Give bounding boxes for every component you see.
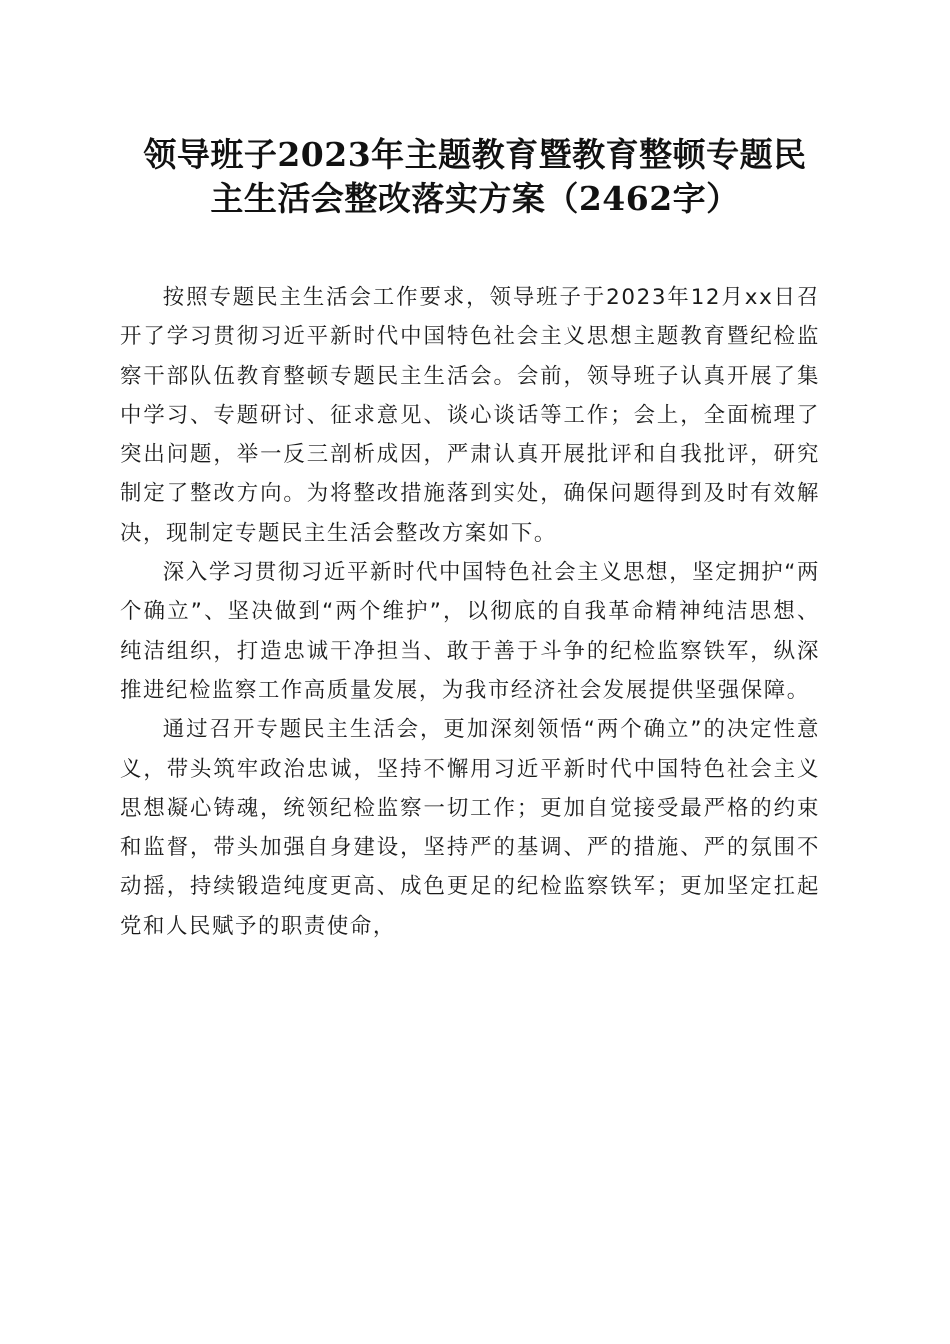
document-title [100, 133, 850, 221]
document-body [120, 278, 820, 946]
paragraph-intro: 按照专题民主生活会工作要求，领导班子于2023年12月xx日召开了学习贯彻习近平新时代中国特色社会主义思想主题教育暨纪检监察干部队伍教育整顿专题民主生活会。会前，领导班子认真开展了集中学习、专题研讨、征求意见、谈心谈话等工作；会上，全面梳理了突出问题，举一反三剖析成因，严肃认真开展批评和自我批评，研究制定了整改方向。为将整改措施落到实处，确保问题得到及时有效解决，现制定专题民主生活会整改方案如下。 [120, 285, 820, 546]
title-line-2: 主生活会整改落实方案（2462字） [210, 179, 740, 218]
paragraph-goals: 通过召开专题民主生活会，更加深刻领悟“两个确立”的决定性意义，带头筑牢政治忠诚，坚持不懈用习近平新时代中国特色社会主义思想凝心铸魂，统领纪检监察一切工作；更加自觉接受最严格的约束和监督，带头加强自身建设，坚持严的基调、严的措施、严的氛围不动摇，持续锻造纯度更高、成色更足的纪检监察铁军；更加坚定扛起党和人民赋予的职责使命， [120, 717, 820, 939]
title-line-1: 领导班子2023年主题教育暨教育整顿专题民 [143, 135, 807, 174]
paragraph-guiding-thought: 深入学习贯彻习近平新时代中国特色社会主义思想，坚定拥护“两个确立”、坚决做到“两个维护”，以彻底的自我革命精神纯洁思想、纯洁组织，打造忠诚干净担当、敢于善于斗争的纪检监察铁军，纵深推进纪检监察工作高质量发展，为我市经济社会发展提供坚强保障。 [120, 560, 820, 703]
